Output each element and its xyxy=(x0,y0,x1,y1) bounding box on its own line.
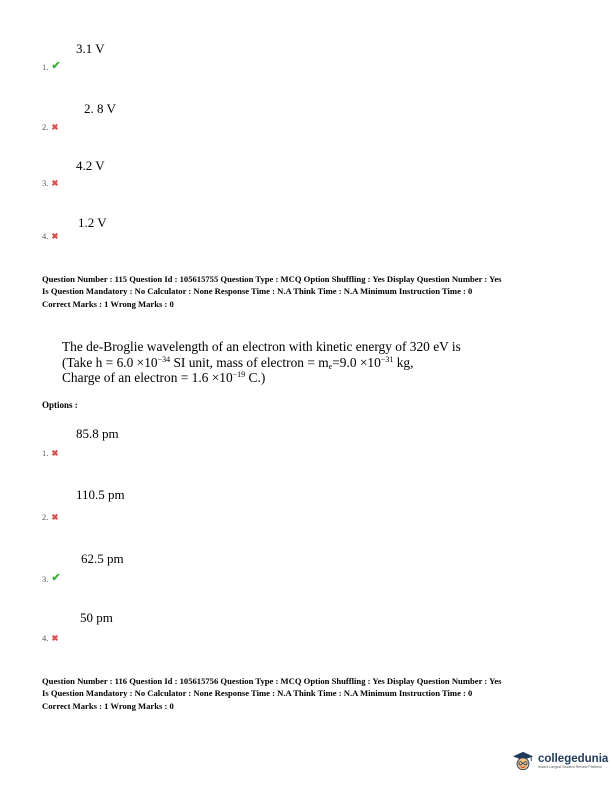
question-115-text-line-1: The de-Broglie wavelength of an electron with kinetic energy of 320 eV is xyxy=(62,339,461,354)
question-115-text xyxy=(62,339,461,386)
option-1-number: 1. ✖ xyxy=(42,447,59,458)
prev-option-2-number: 2. ✖ xyxy=(42,121,59,132)
logo-name: collegedunia xyxy=(538,752,609,765)
prev-option-1-number: 1. ✔ xyxy=(42,60,61,72)
option-4-number: 4. ✖ xyxy=(42,632,59,643)
question-116-metadata xyxy=(42,675,582,712)
question-115-meta-line-2: Is Question Mandatory : No Calculator : None Response Time : N.A Think Time : N.A Minimum Instruction Time : 0 xyxy=(42,286,473,297)
wrong-cross-icon: ✖ xyxy=(51,230,59,241)
question-115-metadata xyxy=(42,273,582,310)
options-label: Options : xyxy=(42,400,78,410)
option-2-text: 110.5 pm xyxy=(76,487,125,502)
option-1-text: 85.8 pm xyxy=(76,426,119,441)
wrong-cross-icon: ✖ xyxy=(51,447,59,458)
correct-check-icon: ✔ xyxy=(51,60,61,72)
collegedunia-logo xyxy=(512,750,608,772)
wrong-cross-icon: ✖ xyxy=(51,121,59,132)
option-3-number: 3. ✔ xyxy=(42,572,61,584)
question-116-meta-line-3: Correct Marks : 1 Wrong Marks : 0 xyxy=(42,700,174,711)
question-115-meta-line-3: Correct Marks : 1 Wrong Marks : 0 xyxy=(42,298,174,309)
question-115-text-line-3: Charge of an electron = $1.6 \times 10^{-19}$ C.) xyxy=(62,370,266,386)
question-115-text-line-2: (Take $h = 6.0 \times 10^{-34}$ SI unit, mass of electron = $m_e=9.0 \times 10^{-31}$ kg, xyxy=(62,354,414,371)
option-3-text: 62.5 pm xyxy=(81,551,124,566)
correct-check-icon: ✔ xyxy=(51,572,61,584)
wrong-cross-icon: ✖ xyxy=(51,632,59,643)
question-115-meta-line-1: Question Number : 115 Question Id : 105615755 Question Type : MCQ Option Shuffling : Yes Display Question Number : Yes xyxy=(42,274,502,284)
logo-tagline: India's Largest Student Review Platform xyxy=(538,764,602,769)
option-4-text: 50 pm xyxy=(80,610,113,625)
prev-option-3-number: 3. ✖ xyxy=(42,177,59,188)
wrong-cross-icon: ✖ xyxy=(51,177,59,188)
graduate-mascot-icon xyxy=(512,750,534,772)
prev-option-1-text: 3.1 V xyxy=(76,41,105,56)
question-116-meta-line-2: Is Question Mandatory : No Calculator : None Response Time : N.A Think Time : N.A Minimum Instruction Time : 0 xyxy=(42,688,473,699)
option-2-number: 2. ✖ xyxy=(42,511,59,522)
prev-option-2-text: 2. 8 V xyxy=(84,101,116,116)
prev-option-4-text: 1.2 V xyxy=(78,215,107,230)
wrong-cross-icon: ✖ xyxy=(51,511,59,522)
question-116-meta-line-1: Question Number : 116 Question Id : 105615756 Question Type : MCQ Option Shuffling : Yes Display Question Number : Yes xyxy=(42,676,502,686)
prev-option-3-text: 4.2 V xyxy=(76,158,105,173)
prev-option-4-number: 4. ✖ xyxy=(42,230,59,241)
